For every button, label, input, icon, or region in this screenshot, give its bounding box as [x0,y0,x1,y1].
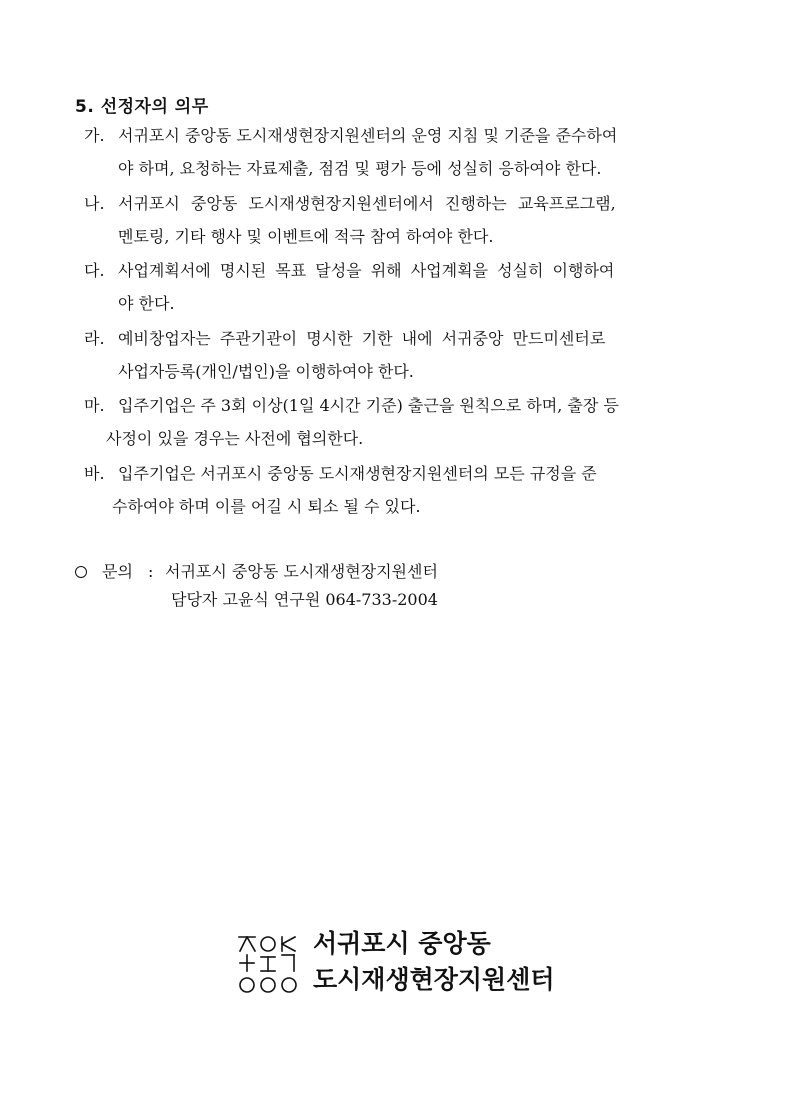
item-marker: 다. [84,261,105,280]
item-text-line2: 사업자등록(개인/법인)을 이행하여야 한다. [118,362,414,381]
item-marker: 가. [84,126,105,145]
item-text-line1: 사업계획서에 명시된 목표 달성을 위해 사업계획을 성실히 이행하여 [118,261,615,280]
item-text-line2: 야 한다. [118,294,175,313]
contact-person: 담당자 고윤식 연구원 064-733-2004 [171,590,438,609]
organization-name-line2: 도시재생현장지원센터 [313,965,555,994]
item-text-line1: 서귀포시 중앙동 도시재생현장지원센터에서 진행하는 교육프로그램, [118,194,616,213]
item-text-line1: 예비창업자는 주관기관이 명시한 기한 내에 서귀중앙 만드미센터로 [118,329,606,348]
organization-name-line1: 서귀포시 중앙동 [313,929,491,958]
item-text-line2: 야 하며, 요청하는 자료제출, 점검 및 평가 등에 성실히 응하여야 한다. [118,159,602,178]
contact-label: 문의 [102,562,133,581]
jungang-dong-logo-icon [238,934,298,994]
item-marker: 나. [84,194,105,213]
item-text-line2: 멘토링, 기타 행사 및 이벤트에 적극 참여 하여야 한다. [118,227,494,246]
item-marker: 라. [84,329,105,348]
contact-separator: : [148,562,154,581]
item-text-line2: 수하여야 하며 이를 어길 시 퇴소 될 수 있다. [112,497,421,516]
item-text-line1: 서귀포시 중앙동 도시재생현장지원센터의 운영 지침 및 기준을 준수하여 [118,126,618,145]
contact-organization: 서귀포시 중앙동 도시재생현장지원센터 [165,562,438,581]
circle-bullet-icon [75,566,87,578]
item-marker: 마. [84,396,105,415]
section-heading: 5. 선정자의 의무 [75,97,209,117]
item-text-line2: 사정이 있을 경우는 사전에 협의한다. [106,429,364,448]
item-text-line1: 입주기업은 서귀포시 중앙동 도시재생현장지원센터의 모든 규정을 준 [118,464,597,483]
item-text-line1: 입주기업은 주 3회 이상(1일 4시간 기준) 출근을 원칙으로 하며, 출장 등 [118,396,619,415]
item-marker: 바. [84,464,105,483]
